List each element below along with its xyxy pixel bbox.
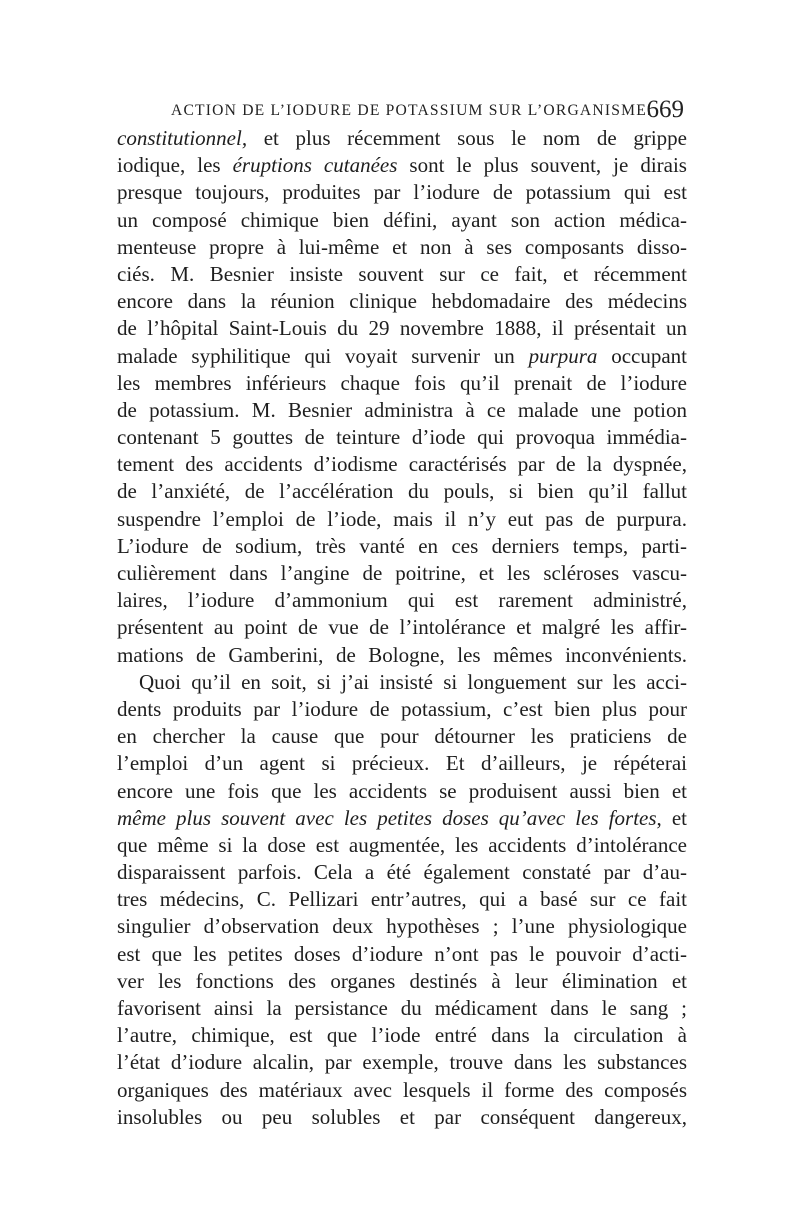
- italic-term: éruptions cutanées: [232, 153, 398, 178]
- text-line: les membres inférieurs chaque fois qu’il prenait de l’iodure: [117, 370, 687, 395]
- text-line: culièrement dans l’angine de poitrine, et les scléroses vascu-: [117, 561, 687, 585]
- text-line: insolubles ou peu solubles et par conséquent dangereux,: [117, 1104, 687, 1129]
- text-line: encore dans la réunion clinique hebdomadaire des médecins: [117, 289, 687, 314]
- text-line: disparaissent parfois. Cela a été également constaté par d’au-: [117, 860, 687, 885]
- text-line: singulier d’observation deux hypothèses ; l’une physiologique: [117, 914, 687, 939]
- text-line: l’état d’iodure alcalin, par exemple, trouve dans les substances: [117, 1050, 687, 1075]
- text-line: de l’hôpital Saint-Louis du 29 novembre 1888, il présentait un: [117, 316, 687, 341]
- italic-term: purpura: [528, 343, 598, 368]
- text-line: tement des accidents d’iodisme caractérisés par de la dyspnée,: [117, 452, 687, 477]
- text-line: L’iodure de sodium, très vanté en ces derniers temps, parti-: [117, 533, 687, 558]
- text-line: de l’anxiété, de l’accélération du pouls, si bien qu’il fallut: [117, 479, 687, 504]
- text-line: presque toujours, produites par l’iodure de potassium qui est: [117, 180, 687, 205]
- text-line: malade syphilitique qui voyait survenir un purpura occupant: [117, 343, 688, 368]
- text-line: que même si la dose est augmentée, les accidents d’intolérance: [117, 832, 687, 857]
- text-line: l’emploi d’un agent si précieux. Et d’ailleurs, je répéterai: [117, 751, 687, 776]
- text-line: menteuse propre à lui-même et non à ses composants disso-: [117, 234, 687, 259]
- text-line-paragraph-start: Quoi qu’il en soit, si j’ai insisté si longuement sur les acci-: [139, 669, 687, 694]
- text-line: organiques des matériaux avec lesquels il forme des composés: [117, 1077, 687, 1102]
- text-line: ciés. M. Besnier insiste souvent sur ce fait, et récemment: [117, 261, 687, 286]
- text-line: dents produits par l’iodure de potassium, c’est bien plus pour: [117, 696, 687, 721]
- text-line: laires, l’iodure d’ammonium qui est rarement administré,: [117, 588, 687, 613]
- text-line: un composé chimique bien défini, ayant son action médica-: [117, 207, 687, 232]
- italic-term: constitutionnel,: [117, 126, 248, 150]
- text-line: tres médecins, C. Pellizari entr’autres, qui a basé sur ce fait: [117, 887, 687, 912]
- body-text: [117, 125, 687, 1131]
- text-line: contenant 5 gouttes de teinture d’iode qui provoqua immédia-: [117, 425, 687, 450]
- text-line: est que les petites doses d’iodure n’ont pas le pouvoir d’acti-: [117, 941, 687, 966]
- text-line: favorisent ainsi la persistance du médicament dans le sang ;: [117, 996, 687, 1020]
- text-line: mations de Gamberini, de Bologne, les mêmes inconvénients.: [117, 642, 687, 667]
- text-line: encore une fois que les accidents se produisent aussi bien et: [117, 778, 687, 803]
- italic-phrase: même plus souvent avec les petites doses qu’avec les fortes: [117, 805, 657, 830]
- text-line: même plus souvent avec les petites doses qu’avec les fortes, et: [117, 805, 687, 830]
- running-title: ACTION DE L’IODURE DE POTASSIUM SUR L’ORGANISME.: [171, 102, 653, 119]
- text-line: suspendre l’emploi de l’iode, mais il n’y eut pas de purpura.: [117, 506, 687, 531]
- running-head: [118, 96, 688, 126]
- text-line: constitutionnel, et plus récemment sous le nom de grippe: [117, 126, 687, 150]
- text-line: l’autre, chimique, est que l’iode entré dans la circulation à: [117, 1023, 687, 1048]
- text-line: iodique, les éruptions cutanées sont le plus souvent, je dirais: [117, 153, 687, 178]
- page-number: 669: [646, 96, 684, 123]
- text-line: présentent au point de vue de l’intolérance et malgré les affir-: [117, 615, 687, 640]
- text-line: ver les fonctions des organes destinés à leur élimination et: [117, 968, 687, 993]
- text-line: de potassium. M. Besnier administra à ce malade une potion: [117, 397, 687, 422]
- text-line: en chercher la cause que pour détourner les praticiens de: [117, 724, 687, 749]
